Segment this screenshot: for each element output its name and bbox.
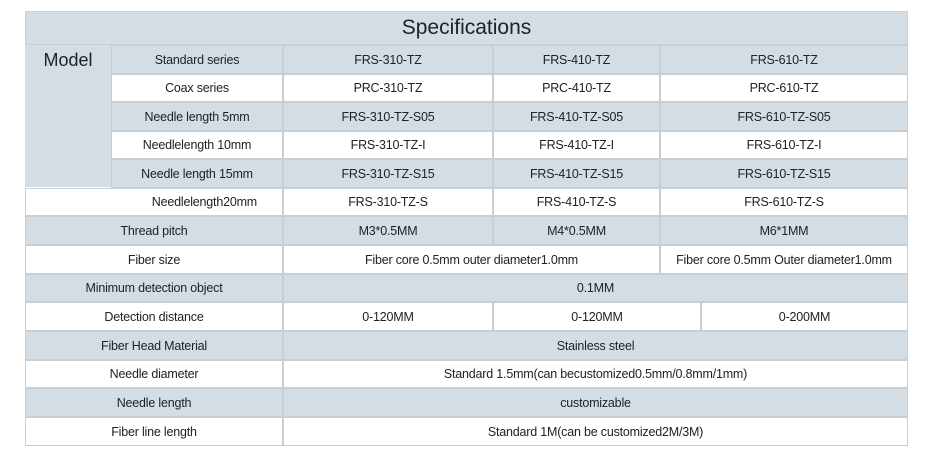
row-label-5mm: Needle length 5mm	[111, 102, 283, 131]
row-label-coax: Coax series	[111, 74, 283, 102]
cell-thread-310: M3*0.5MM	[283, 216, 493, 245]
cell-fiber-size-b: Fiber core 0.5mm Outer diameter1.0mm	[660, 245, 908, 274]
cell-fiber-size-a: Fiber core 0.5mm outer diameter1.0mm	[283, 245, 660, 274]
cell-20mm-310: FRS-310-TZ-S	[283, 188, 493, 216]
cell-standard-610: FRS-610-TZ	[660, 45, 908, 74]
spec-table	[25, 11, 908, 446]
cell-thread-410: M4*0.5MM	[493, 216, 660, 245]
cell-fiber-line-length: Standard 1M(can be customized2M/3M)	[283, 417, 908, 446]
row-label-20mm: Needlelength20mm	[25, 188, 283, 216]
cell-coax-410: PRC-410-TZ	[493, 74, 660, 102]
cell-15mm-310: FRS-310-TZ-S15	[283, 159, 493, 188]
cell-5mm-410: FRS-410-TZ-S05	[493, 102, 660, 131]
cell-distance-610: 0-200MM	[701, 302, 908, 331]
cell-distance-410: 0-120MM	[493, 302, 701, 331]
cell-fiber-head: Stainless steel	[283, 331, 908, 360]
model-label: Model	[25, 45, 111, 187]
cell-15mm-610: FRS-610-TZ-S15	[660, 159, 908, 188]
cell-10mm-410: FRS-410-TZ-I	[493, 131, 660, 159]
row-label-10mm: Needlelength 10mm	[111, 131, 283, 159]
cell-standard-310: FRS-310-TZ	[283, 45, 493, 74]
row-label-thread-pitch: Thread pitch	[25, 216, 283, 245]
cell-5mm-310: FRS-310-TZ-S05	[283, 102, 493, 131]
cell-20mm-410: FRS-410-TZ-S	[493, 188, 660, 216]
cell-standard-410: FRS-410-TZ	[493, 45, 660, 74]
cell-thread-610: M6*1MM	[660, 216, 908, 245]
row-label-needle-diameter: Needle diameter	[25, 360, 283, 388]
cell-needle-diameter: Standard 1.5mm(can becustomized0.5mm/0.8mm/1mm)	[283, 360, 908, 388]
cell-needle-length: customizable	[283, 388, 908, 417]
row-label-fiber-size: Fiber size	[25, 245, 283, 274]
row-label-fiber-line-length: Fiber line length	[25, 417, 283, 446]
cell-15mm-410: FRS-410-TZ-S15	[493, 159, 660, 188]
row-label-15mm: Needle length 15mm	[111, 159, 283, 188]
cell-coax-310: PRC-310-TZ	[283, 74, 493, 102]
row-label-fiber-head: Fiber Head Material	[25, 331, 283, 360]
row-label-standard: Standard series	[111, 45, 283, 74]
cell-20mm-610: FRS-610-TZ-S	[660, 188, 908, 216]
cell-10mm-310: FRS-310-TZ-I	[283, 131, 493, 159]
cell-5mm-610: FRS-610-TZ-S05	[660, 102, 908, 131]
cell-min-detection: 0.1MM	[283, 274, 908, 302]
cell-coax-610: PRC-610-TZ	[660, 74, 908, 102]
row-label-min-detection: Minimum detection object	[25, 274, 283, 302]
table-title: Specifications	[25, 11, 908, 45]
cell-distance-310: 0-120MM	[283, 302, 493, 331]
row-label-needle-length: Needle length	[25, 388, 283, 417]
row-label-detection-distance: Detection distance	[25, 302, 283, 331]
cell-10mm-610: FRS-610-TZ-I	[660, 131, 908, 159]
